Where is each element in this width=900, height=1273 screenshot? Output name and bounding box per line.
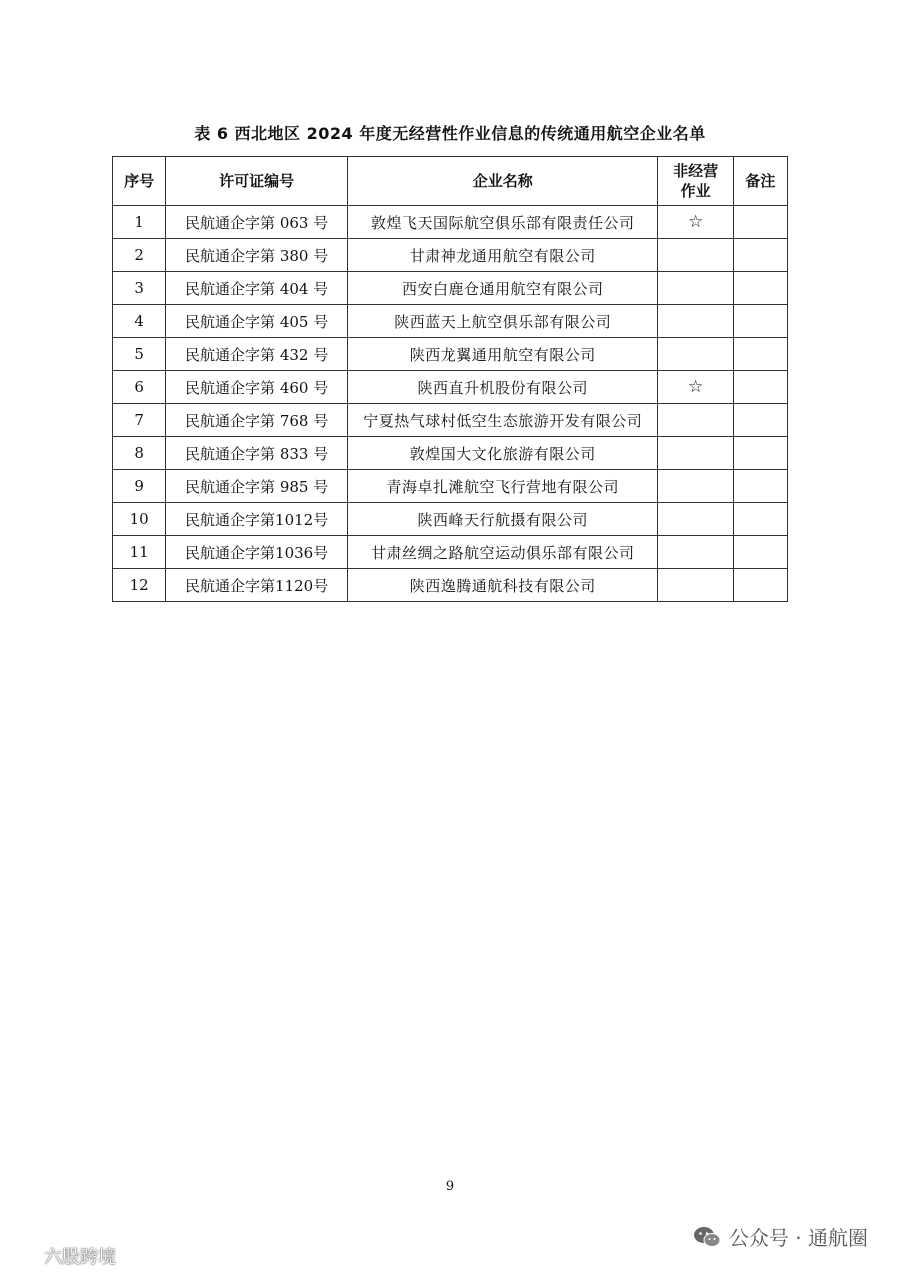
cell-seq: 10	[113, 503, 166, 536]
cell-license: 民航通企字第 380 号	[166, 239, 348, 272]
cell-license: 民航通企字第1120号	[166, 569, 348, 602]
cell-nonop	[658, 338, 733, 371]
cell-license: 民航通企字第 768 号	[166, 404, 348, 437]
cell-remark	[733, 503, 787, 536]
table-row	[113, 305, 788, 338]
table-row	[113, 239, 788, 272]
cell-remark	[733, 470, 787, 503]
cell-license: 民航通企字第 404 号	[166, 272, 348, 305]
table-row	[113, 404, 788, 437]
page-number: 9	[445, 1179, 455, 1194]
table-row	[113, 569, 788, 602]
header-nonop-line2: 作业	[680, 182, 711, 200]
cell-license: 民航通企字第 985 号	[166, 470, 348, 503]
table-row	[113, 536, 788, 569]
cell-seq: 3	[113, 272, 166, 305]
cell-nonop	[658, 437, 733, 470]
table-row	[113, 437, 788, 470]
cell-seq: 8	[113, 437, 166, 470]
cell-company: 敦煌飞天国际航空俱乐部有限责任公司	[348, 206, 658, 239]
cell-company: 青海卓扎滩航空飞行营地有限公司	[348, 470, 658, 503]
cell-nonop	[658, 470, 733, 503]
cell-nonop	[658, 404, 733, 437]
table-row	[113, 470, 788, 503]
table-header-row	[113, 157, 788, 206]
cell-remark	[733, 305, 787, 338]
cell-license: 民航通企字第 405 号	[166, 305, 348, 338]
cell-company: 陕西逸腾通航科技有限公司	[348, 569, 658, 602]
cell-nonop	[658, 239, 733, 272]
cell-company: 陕西蓝天上航空俱乐部有限公司	[348, 305, 658, 338]
cell-company: 甘肃丝绸之路航空运动俱乐部有限公司	[348, 536, 658, 569]
table-caption: 表 6 西北地区 2024 年度无经营性作业信息的传统通用航空企业名单	[194, 124, 706, 143]
cell-remark	[733, 338, 787, 371]
cell-nonop	[658, 569, 733, 602]
cell-seq: 5	[113, 338, 166, 371]
table-row	[113, 503, 788, 536]
cell-remark	[733, 239, 787, 272]
cell-seq: 6	[113, 371, 166, 404]
cell-nonop	[658, 305, 733, 338]
header-nonop	[658, 157, 733, 206]
cell-remark	[733, 569, 787, 602]
table-body	[113, 206, 788, 602]
cell-company: 甘肃神龙通用航空有限公司	[348, 239, 658, 272]
cell-company: 敦煌国大文化旅游有限公司	[348, 437, 658, 470]
header-license: 许可证编号	[166, 157, 348, 206]
watermark-right	[693, 1222, 868, 1251]
table-row	[113, 272, 788, 305]
cell-remark	[733, 437, 787, 470]
cell-company: 陕西峰天行航摄有限公司	[348, 503, 658, 536]
cell-license: 民航通企字第1036号	[166, 536, 348, 569]
table-row	[113, 206, 788, 239]
cell-nonop	[658, 536, 733, 569]
cell-company: 陕西直升机股份有限公司	[348, 371, 658, 404]
watermark-left	[10, 1243, 116, 1269]
cell-license: 民航通企字第 432 号	[166, 338, 348, 371]
header-nonop-line1: 非经营	[673, 162, 719, 180]
cell-seq: 12	[113, 569, 166, 602]
wechat-icon	[693, 1226, 721, 1248]
cell-company: 西安白鹿仓通用航空有限公司	[348, 272, 658, 305]
cell-remark	[733, 272, 787, 305]
watermark-right-text: 公众号 · 通航圈	[728, 1226, 868, 1250]
cell-seq: 7	[113, 404, 166, 437]
cell-seq: 11	[113, 536, 166, 569]
cell-license: 民航通企字第 833 号	[166, 437, 348, 470]
header-remark: 备注	[733, 157, 787, 206]
cell-license: 民航通企字第 063 号	[166, 206, 348, 239]
header-company: 企业名称	[348, 157, 658, 206]
cell-license: 民航通企字第1012号	[166, 503, 348, 536]
cell-seq: 4	[113, 305, 166, 338]
cell-seq: 2	[113, 239, 166, 272]
cell-remark	[733, 536, 787, 569]
cell-remark	[733, 404, 787, 437]
cell-remark	[733, 371, 787, 404]
cell-company: 陕西龙翼通用航空有限公司	[348, 338, 658, 371]
cell-license: 民航通企字第 460 号	[166, 371, 348, 404]
cell-nonop	[658, 272, 733, 305]
cell-nonop: ☆	[658, 206, 733, 239]
table-row	[113, 338, 788, 371]
table-row	[113, 371, 788, 404]
cell-nonop: ☆	[658, 371, 733, 404]
cell-nonop	[658, 503, 733, 536]
cell-seq: 9	[113, 470, 166, 503]
cell-company: 宁夏热气球村低空生态旅游开发有限公司	[348, 404, 658, 437]
watermark-left-text: 六股跨境	[44, 1247, 116, 1268]
company-table	[112, 156, 788, 602]
brand-logo-icon	[10, 1246, 40, 1266]
cell-remark	[733, 206, 787, 239]
cell-seq: 1	[113, 206, 166, 239]
header-seq: 序号	[113, 157, 166, 206]
